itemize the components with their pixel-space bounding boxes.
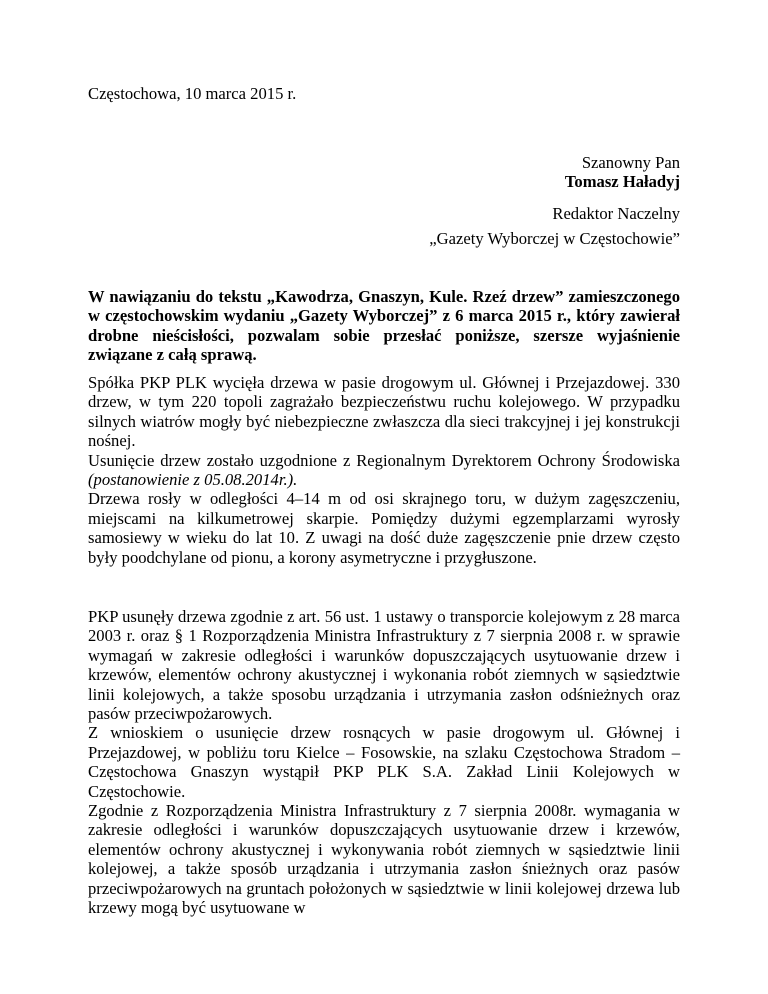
- recipient-publication: „Gazety Wyborczej w Częstochowie”: [429, 229, 680, 248]
- paragraph-regulation: Zgodnie z Rozporządzenia Ministra Infrastruktury z 7 sierpnia 2008r. wymagania w zakresie odległości i warunków dopuszczających usytuowanie drzew i krzewów, elementów ochrony akustycznej i wykonywania robót ziemnych w sąsiedztwie linii kolejowej, a także sposób urządzania i utrzymania zasłon śnieżnych oraz pasów przeciwpożarowych na gruntach położonych w sąsiedztwie w linii kolejowej drzewa lub krzewy mogą być usytuowane w: [88, 801, 680, 918]
- paragraph-approval: [88, 451, 680, 490]
- paragraph-tree-condition: Drzewa rosły w odległości 4–14 m od osi skrajnego toru, w dużym zagęszczeniu, miejscami na kilkumetrowej skarpie. Pomiędzy dużymi egzemplarzami wyrosły samosiewy w wieku do lat 10. Z uwagi na dość duże zagęszczenie pnie drzew często były poodchylane od pionu, a korony asymetryczne i przygłuszone.: [88, 489, 680, 567]
- lead-paragraph: W nawiązaniu do tekstu „Kawodrza, Gnaszyn, Kule. Rzeź drzew” zamieszczonego w częstochowskim wydaniu „Gazety Wyborczej” z 6 marca 2015 r., który zawierał drobne nieścisłości, pozwalam sobie przesłać poniższe, szersze wyjaśnienie związane z całą sprawą.: [88, 287, 680, 365]
- approval-text: Usunięcie drzew zostało uzgodnione z Regionalnym Dyrektorem Ochrony Środowiska: [88, 450, 680, 470]
- paragraph-request: Z wnioskiem o usunięcie drzew rosnących w pasie drogowym ul. Głównej i Przejazdowej, w pobliżu toru Kielce – Fosowskie, na szlaku Częstochowa Stradom – Częstochowa Gnaszyn wystąpił PKP PLK S.A. Zakład Linii Kolejowych w Częstochowie.: [88, 723, 680, 801]
- approval-decision: (postanowienie z 05.08.2014r.).: [88, 470, 298, 490]
- recipient-name: Tomasz Haładyj: [564, 172, 680, 191]
- recipient-salutation: Szanowny Pan: [581, 153, 680, 172]
- section-2: [88, 607, 680, 918]
- paragraph-legal-basis: PKP usunęły drzewa zgodnie z art. 56 ust. 1 ustawy o transporcie kolejowym z 28 marca 2003 r. oraz § 1 Rozporządzenia Ministra Infrastruktury z 7 sierpnia 2008 r. w sprawie wymagań w zakresie odległości i warunków dopuszczających usytuowanie drzew i krzewów, elementów ochrony akustycznej i wykonania robót ziemnych w sąsiedztwie linii kolejowych, a także sposobu urządzania i utrzymania zasłon odśnieżnych oraz pasów przeciwpożarowych.: [88, 607, 680, 724]
- section-1: [88, 373, 680, 567]
- recipient-title: Redaktor Naczelny: [552, 204, 680, 223]
- date-line: Częstochowa, 10 marca 2015 r.: [88, 84, 297, 103]
- paragraph-tree-removal: Spółka PKP PLK wycięła drzewa w pasie drogowym ul. Głównej i Przejazdowej. 330 drzew, w tym 220 topoli zagrażało bezpieczeństwu ruchu kolejowego. W przypadku silnych wiatrów mogły być niebezpieczne zwłaszcza dla sieci trakcyjnej i jej konstrukcji nośnej.: [88, 373, 680, 451]
